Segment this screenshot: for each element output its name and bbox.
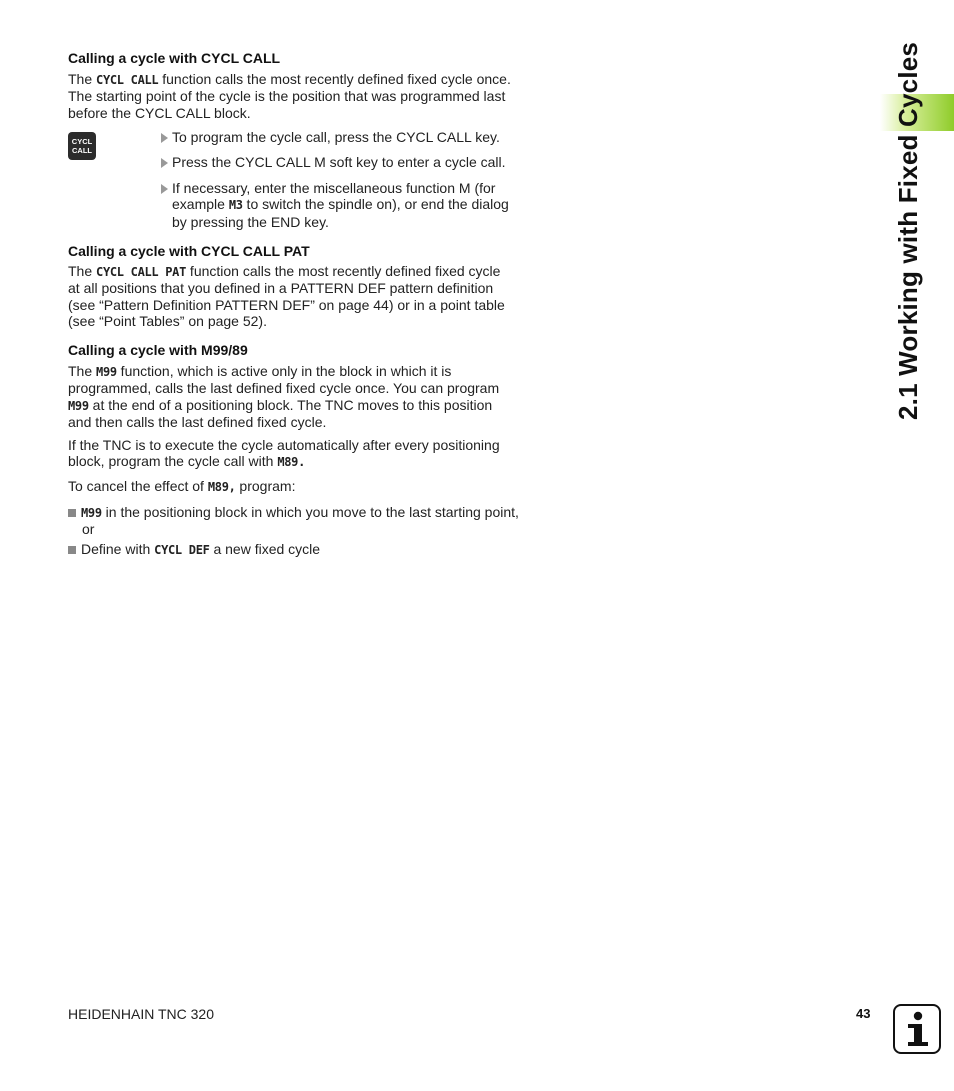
text: program: [235, 478, 296, 494]
text: a new fixed cycle [209, 541, 321, 557]
footer-product: HEIDENHAIN TNC 320 [68, 1006, 215, 1022]
paragraph-cycl-call [68, 71, 513, 121]
page-number: 43 [856, 1006, 871, 1021]
paragraph-m89 [68, 437, 513, 471]
key-label-line1: CYCL [71, 137, 93, 146]
list-item [68, 504, 522, 538]
bullet-square-icon [68, 546, 76, 554]
text: at the end of a positioning block. The TNC moves to this position and then calls the last defined fixed cycle. [68, 396, 493, 430]
code-m99: M99 [81, 506, 102, 520]
text: To cancel the effect of [68, 478, 208, 494]
code-m99: M99 [68, 398, 89, 413]
step-text: Press the CYCL CALL M soft key to enter a cycle call. [172, 154, 506, 170]
paragraph-cycl-call-pat [68, 263, 513, 329]
step-item [158, 129, 517, 145]
cycl-call-key-icon [68, 132, 96, 160]
step-arrow-icon [161, 184, 168, 194]
paragraph-m99 [68, 363, 513, 430]
text: function calls the most recently defined fixed cycle at all positions that you defined in a PATTERN DEF pattern definition (see “Pattern Definition PATTERN DEF” on page 44) or in a point table (see “Point Tables” on page 52). [68, 263, 505, 329]
info-glyph [895, 1006, 939, 1052]
paragraph-cancel-m89 [68, 478, 513, 495]
text: If the TNC is to execute the cycle automatically after every positioning block, program the cycle call with [68, 437, 500, 470]
code-m99: M99 [96, 365, 117, 379]
code-cycl-def: CYCL DEF [154, 543, 210, 557]
section-heading-cycl-call: Calling a cycle with CYCL CALL [68, 50, 281, 66]
step-text: To program the cycle call, press the CYCL CALL key. [172, 129, 500, 145]
code-cycl-call-pat: CYCL CALL PAT [96, 265, 187, 279]
text: function, which is active only in the block in which it is programmed, calls the last defined fixed cycle once. You can program [68, 363, 500, 397]
step-text: to switch the spindle on), or end the dialog by pressing the END key. [172, 196, 509, 230]
section-heading-cycl-call-pat: Calling a cycle with CYCL CALL PAT [68, 243, 310, 259]
text: in the positioning block in which you move to the last starting point, or [82, 504, 519, 538]
code-cycl-call: CYCL CALL [96, 73, 159, 87]
chapter-title: 2.1 Working with Fixed Cycles [893, 41, 923, 420]
code-m3: M3 [228, 198, 243, 213]
step-arrow-icon [161, 158, 168, 168]
list-item [68, 541, 522, 558]
key-label-line2: CALL [72, 146, 92, 155]
bullet-square-icon [68, 509, 76, 517]
text: Define with [81, 541, 155, 557]
step-arrow-icon [161, 133, 168, 143]
step-item [158, 180, 517, 230]
text: The [68, 363, 97, 379]
info-icon [893, 1004, 941, 1054]
text: The [68, 263, 97, 279]
text: The [68, 71, 97, 87]
text: function calls the most recently defined fixed cycle once. The starting point of the cycle is the position that was programmed last before the CYCL CALL block. [68, 71, 511, 121]
code-m89: M89. [277, 455, 306, 470]
section-heading-m99-89: Calling a cycle with M99/89 [68, 342, 248, 358]
step-text: If necessary, enter the miscellaneous function M (for example [172, 180, 496, 213]
code-m89: M89, [207, 480, 236, 494]
step-item [158, 154, 517, 170]
